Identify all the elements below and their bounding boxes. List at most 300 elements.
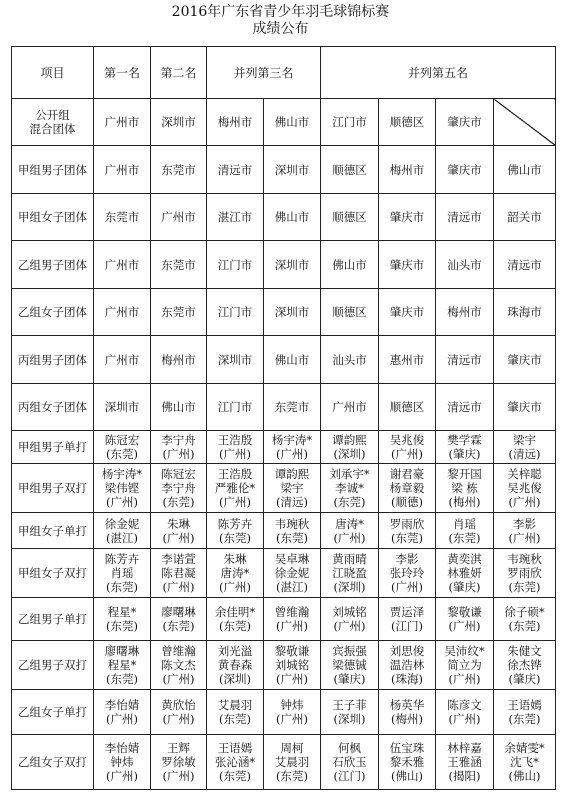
city-cell: 深圳市: [94, 383, 151, 430]
player-city: (广州): [162, 768, 195, 783]
player-name: 黎敬谦: [447, 605, 482, 620]
player-name: 王雅涵: [447, 754, 482, 769]
player-city: (东莞): [219, 768, 251, 783]
player-name: 朱健文: [507, 644, 542, 659]
player-cell: [94, 641, 151, 690]
player-cell: [151, 690, 207, 735]
city-cell: 梅州市: [379, 146, 436, 193]
player-cell: [379, 463, 436, 512]
player-cell: [151, 734, 207, 789]
category-label: 甲组男子团体: [18, 162, 87, 177]
player-name: 钟炜: [280, 697, 304, 712]
results-table: [11, 46, 556, 790]
player-name: 梁宇: [513, 433, 537, 448]
player-name: 徐杰铧: [507, 658, 542, 673]
player-city: (东莞): [448, 530, 481, 545]
city-cell: 佛山市: [494, 146, 556, 193]
player-name: 周柯: [280, 740, 304, 755]
page-title: 2016年广东省青少年羽毛球锦标赛: [171, 4, 390, 20]
player-name: 艾晨羽: [217, 697, 253, 712]
city-cell: 深圳市: [207, 336, 264, 383]
player-name: 艾晨羽: [274, 754, 310, 769]
player-city: (深圳): [333, 580, 366, 595]
player-cell: [494, 549, 556, 598]
player-cell: [94, 734, 151, 789]
player-name: 徐金妮: [274, 566, 310, 581]
player-cell: [436, 431, 494, 464]
category-label: 混合团体: [29, 122, 76, 137]
player-name: 李怡婧: [104, 740, 140, 755]
player-name: 黎禾雅: [389, 754, 425, 769]
player-name: 王语嫣: [507, 697, 542, 712]
player-cell: [321, 690, 379, 735]
individual-row: [12, 734, 556, 789]
category-cell: [12, 99, 94, 146]
city-cell: 顺德区: [379, 99, 436, 146]
city-cell: 佛山市: [264, 99, 321, 146]
team-row: [12, 193, 556, 240]
player-city: (东莞): [219, 619, 251, 634]
player-name: 肖瑶: [453, 516, 477, 531]
player-city: (广州): [162, 711, 195, 726]
player-cell: [321, 734, 379, 789]
city-cell: 佛山市: [321, 241, 379, 288]
player-city: (东莞): [106, 672, 138, 687]
player-name: 樊学霖: [447, 433, 482, 448]
team-row: [12, 336, 556, 383]
player-name: 王语嫣: [217, 740, 253, 755]
player-name: 陈芳卉: [104, 552, 140, 567]
player-name: 曾维瀚: [274, 605, 310, 620]
player-name: 杨章毅: [389, 480, 425, 495]
player-name: 梁 栋: [451, 480, 478, 495]
player-cell: [494, 512, 556, 549]
player-city: (广州): [448, 619, 481, 634]
player-city: (东莞): [508, 711, 541, 726]
player-cell: [379, 512, 436, 549]
player-cell: [207, 690, 264, 735]
player-city: (深圳): [333, 711, 366, 726]
player-city: (广州): [219, 494, 251, 509]
player-city: (肇庆): [448, 580, 481, 595]
player-cell: [94, 690, 151, 735]
player-city: (广州): [219, 447, 251, 462]
player-cell: [494, 690, 556, 735]
player-name: 梁宇: [280, 480, 304, 495]
player-name: 王子菲: [332, 697, 367, 712]
player-cell: [264, 463, 321, 512]
player-name: 张沁涵*: [214, 754, 256, 769]
player-city: (珠海): [391, 672, 423, 687]
player-cell: [436, 598, 494, 641]
player-name: 王浩殷: [217, 466, 253, 481]
player-name: 陈芳卉: [217, 516, 253, 531]
header-fifth: 并列第五名: [321, 47, 556, 99]
player-cell: [436, 463, 494, 512]
player-cell: [436, 734, 494, 789]
city-cell: 东莞市: [264, 383, 321, 430]
city-cell: 珠海市: [494, 288, 556, 335]
team-row: [12, 383, 556, 430]
player-city: (肇庆): [448, 447, 481, 462]
category-label: 丙组男子团体: [18, 352, 87, 367]
player-cell: [379, 690, 436, 735]
city-cell: 江门市: [321, 99, 379, 146]
player-name: 王浩殷: [217, 433, 253, 448]
city-cell: 广州市: [321, 383, 379, 430]
category-label: 乙组男子团体: [18, 257, 87, 272]
player-name: 刘承宇*: [329, 466, 370, 481]
player-name: 李怡婧: [104, 697, 140, 712]
player-cell: [264, 598, 321, 641]
player-name: 吴沛纹*: [444, 644, 485, 659]
player-name: 罗雨欣: [389, 516, 425, 531]
header-third: 并列第三名: [207, 47, 321, 99]
city-cell: 梅州市: [436, 288, 494, 335]
player-cell: [321, 463, 379, 512]
category-label: 公开组: [35, 108, 70, 123]
city-cell: 惠州市: [379, 336, 436, 383]
city-cell: 佛山市: [264, 336, 321, 383]
city-cell: 佛山市: [264, 193, 321, 240]
player-city: (东莞): [219, 530, 251, 545]
player-name: 韦琬秋: [507, 552, 542, 567]
player-city: (广州): [276, 672, 308, 687]
player-name: 钟炜: [110, 754, 134, 769]
player-name: 刘城铭: [274, 658, 310, 673]
player-name: 曾维瀚: [161, 644, 196, 659]
player-name: 关梓聪: [507, 466, 542, 481]
player-cell: [264, 641, 321, 690]
player-city: (江门): [333, 768, 366, 783]
player-name: 谭韵熙: [332, 433, 367, 448]
player-name: 王辉: [167, 740, 190, 755]
header-second: 第二名: [151, 47, 207, 99]
city-cell: 汕头市: [436, 241, 494, 288]
individual-row: [12, 598, 556, 641]
city-cell: 江门市: [207, 383, 264, 430]
city-cell: 东莞市: [151, 288, 207, 335]
category-cell: 乙组男子单打: [12, 598, 94, 641]
player-name: 余佳明*: [214, 605, 256, 620]
category-cell: 甲组女子单打: [12, 512, 94, 549]
player-city: (广州): [391, 580, 423, 595]
player-name: 谢君豪: [389, 466, 425, 481]
player-cell: [494, 598, 556, 641]
header-item: 项目: [12, 47, 94, 99]
category-cell: [12, 146, 94, 193]
player-name: 严雅伦*: [214, 480, 256, 495]
player-city: (广州): [162, 672, 195, 687]
player-city: (广州): [448, 711, 481, 726]
player-cell: [321, 549, 379, 598]
player-cell: [494, 463, 556, 512]
city-cell: 顺德区: [379, 383, 436, 430]
player-city: (东莞): [219, 711, 251, 726]
individual-row: [12, 512, 556, 549]
player-name: 陈君凝: [161, 566, 196, 581]
player-cell: [379, 641, 436, 690]
player-name: 吴兆俊: [507, 480, 542, 495]
player-cell: [207, 549, 264, 598]
player-cell: [494, 641, 556, 690]
player-name: 宾振强: [332, 644, 367, 659]
player-city: (梅州): [391, 711, 423, 726]
city-cell: 韶关市: [494, 193, 556, 240]
player-name: 刘城铭: [332, 605, 367, 620]
player-city: (广州): [106, 711, 138, 726]
player-name: 张玲玲: [389, 566, 425, 581]
player-city: (肇庆): [508, 672, 541, 687]
category-cell: [12, 383, 94, 430]
player-cell: [379, 549, 436, 598]
player-name: 肖瑶: [110, 566, 134, 581]
category-cell: 乙组男子双打: [12, 641, 94, 690]
player-name: 吴兆俊: [389, 433, 425, 448]
team-row: [12, 241, 556, 288]
individual-row: [12, 549, 556, 598]
individual-row: [12, 641, 556, 690]
city-cell: 深圳市: [264, 288, 321, 335]
player-name: 朱琳: [167, 516, 190, 531]
player-cell: [264, 734, 321, 789]
player-cell: [151, 598, 207, 641]
player-name: 伍宝珠: [389, 740, 425, 755]
player-name: 余婧雯*: [504, 740, 545, 755]
player-cell: [207, 734, 264, 789]
player-city: (广州): [106, 768, 138, 783]
player-cell: [264, 431, 321, 464]
city-cell: 清远市: [494, 241, 556, 288]
header-row: [12, 47, 556, 99]
category-cell: [12, 193, 94, 240]
category-cell: [12, 241, 94, 288]
city-cell: 肇庆市: [436, 99, 494, 146]
player-city: (广州): [391, 447, 423, 462]
category-cell: 甲组男子单打: [12, 431, 94, 464]
player-city: (广州): [219, 580, 251, 595]
player-name: 唐涛*: [335, 516, 364, 531]
player-city: (佛山): [391, 768, 423, 783]
player-cell: [151, 512, 207, 549]
city-cell: 梅州市: [151, 336, 207, 383]
player-cell: [321, 598, 379, 641]
player-name: 李影: [513, 516, 537, 531]
team-row: [12, 99, 556, 146]
player-cell: [94, 512, 151, 549]
player-city: (广州): [106, 494, 138, 509]
player-city: (东莞): [391, 530, 423, 545]
player-name: 温浩林: [389, 658, 425, 673]
player-name: 唐涛*: [220, 566, 250, 581]
player-city: (广州): [276, 447, 308, 462]
player-name: 梁德铖: [332, 658, 367, 673]
player-city: (广州): [276, 711, 308, 726]
city-cell: 汕头市: [321, 336, 379, 383]
team-row: [12, 146, 556, 193]
category-label: 丙组女子团体: [18, 400, 87, 415]
city-cell: 广州市: [94, 336, 151, 383]
player-name: 黄雨晴: [332, 552, 367, 567]
player-name: 陈冠宏: [104, 433, 140, 448]
player-name: 刘光溢: [217, 644, 253, 659]
player-cell: [207, 641, 264, 690]
player-name: 刘思俊: [389, 644, 425, 659]
player-name: 程星*: [107, 658, 137, 673]
player-name: 石欣玉: [332, 754, 367, 769]
category-cell: [12, 336, 94, 383]
player-cell: [207, 598, 264, 641]
player-city: (广州): [448, 672, 481, 687]
player-city: (广州): [508, 494, 541, 509]
player-name: 杨英华: [389, 697, 425, 712]
player-city: (东莞): [276, 530, 308, 545]
city-cell: 广州市: [94, 288, 151, 335]
player-cell: [436, 549, 494, 598]
player-name: 黎开国: [447, 466, 482, 481]
player-city: (深圳): [219, 672, 251, 687]
player-name: 谭韵熙: [274, 466, 310, 481]
player-name: 朱琳: [223, 552, 247, 567]
individual-row: [12, 690, 556, 735]
player-city: (广州): [162, 530, 195, 545]
city-cell: 广州市: [94, 99, 151, 146]
player-name: 沈飞*: [510, 754, 539, 769]
player-cell: [94, 549, 151, 598]
city-cell: 东莞市: [151, 146, 207, 193]
player-name: 梁伟铿: [104, 480, 140, 495]
player-name: 李诺萱: [161, 552, 196, 567]
city-cell: 梅州市: [207, 99, 264, 146]
city-cell: 清远市: [436, 383, 494, 430]
player-cell: [264, 690, 321, 735]
header-first: 第一名: [94, 47, 151, 99]
player-name: 黄欣怡: [161, 697, 196, 712]
city-cell: 肇庆市: [494, 336, 556, 383]
category-label: 甲组女子团体: [18, 210, 87, 225]
player-city: (东莞): [162, 494, 195, 509]
player-name: 黄奕淇: [447, 552, 482, 567]
city-cell: 肇庆市: [379, 288, 436, 335]
category-cell: 甲组女子双打: [12, 549, 94, 598]
city-cell: 肇庆市: [436, 146, 494, 193]
city-cell: 湛江市: [207, 193, 264, 240]
player-city: (顺德): [391, 494, 423, 509]
city-cell: 清远市: [436, 193, 494, 240]
player-name: 程星*: [107, 605, 137, 620]
player-cell: [94, 431, 151, 464]
player-name: 吴卓琳: [274, 552, 310, 567]
player-cell: [151, 431, 207, 464]
player-city: (佛山): [508, 768, 541, 783]
player-cell: [264, 549, 321, 598]
player-name: 黎敬谦: [274, 644, 310, 659]
player-name: 韦琬秋: [274, 516, 310, 531]
city-cell: 江门市: [207, 241, 264, 288]
player-name: 简立为: [447, 658, 482, 673]
player-city: (清远): [276, 494, 308, 509]
player-city: (深圳): [333, 447, 366, 462]
player-name: 贾运泽: [389, 605, 425, 620]
player-name: 杨宇涛*: [101, 466, 143, 481]
player-cell: [436, 690, 494, 735]
player-cell: [207, 431, 264, 464]
player-city: (广州): [162, 580, 195, 595]
player-cell: [379, 598, 436, 641]
player-cell: [207, 463, 264, 512]
player-name: 李宁舟: [161, 480, 196, 495]
city-cell: 广州市: [151, 193, 207, 240]
player-name: 陈冠宏: [161, 466, 196, 481]
player-name: 林梓嘉: [447, 740, 482, 755]
page-subtitle: 成绩公布: [252, 21, 309, 37]
player-cell: [494, 734, 556, 789]
player-name: 杨宇涛*: [271, 433, 313, 448]
category-cell: 乙组女子单打: [12, 690, 94, 735]
player-city: (肇庆): [333, 672, 366, 687]
player-city: (东莞): [106, 619, 138, 634]
city-cell: 顺德区: [321, 146, 379, 193]
player-name: 李诚*: [335, 480, 364, 495]
city-cell: 广州市: [94, 146, 151, 193]
player-cell: [151, 549, 207, 598]
player-name: 黄春森: [217, 658, 253, 673]
city-cell: 深圳市: [264, 146, 321, 193]
team-row: [12, 288, 556, 335]
player-name: 江晓盈: [332, 566, 367, 581]
city-cell: 东莞市: [151, 241, 207, 288]
player-city: (东莞): [106, 580, 138, 595]
player-city: (广州): [508, 530, 541, 545]
category-label: 乙组女子团体: [18, 305, 87, 320]
player-city: (东莞): [276, 768, 308, 783]
city-cell: 肇庆市: [379, 193, 436, 240]
city-cell: 肇庆市: [494, 383, 556, 430]
player-city: (湛江): [106, 530, 138, 545]
player-cell: [151, 641, 207, 690]
city-cell: 顺德区: [321, 193, 379, 240]
player-name: 罗徐敏: [161, 754, 196, 769]
city-cell: 广州市: [94, 241, 151, 288]
player-cell: [94, 463, 151, 512]
player-cell: [264, 512, 321, 549]
player-name: 李影: [395, 552, 419, 567]
player-cell: [94, 598, 151, 641]
player-cell: [436, 641, 494, 690]
city-cell: 东莞市: [94, 193, 151, 240]
player-cell: [321, 431, 379, 464]
city-cell: 深圳市: [264, 241, 321, 288]
category-cell: [12, 288, 94, 335]
player-city: (广州): [276, 619, 308, 634]
player-city: (东莞): [508, 619, 541, 634]
city-cell: 顺德区: [321, 288, 379, 335]
player-city: (广州): [333, 619, 366, 634]
individual-row: [12, 431, 556, 464]
city-cell: 清远市: [207, 146, 264, 193]
player-name: 林雅妍: [447, 566, 482, 581]
player-cell: [436, 512, 494, 549]
player-city: (梅州): [448, 494, 481, 509]
player-name: 徐子硕*: [504, 605, 545, 620]
player-cell: [321, 512, 379, 549]
player-cell: [321, 641, 379, 690]
individual-row: [12, 463, 556, 512]
player-city: (广州): [333, 530, 366, 545]
player-city: (清远): [508, 447, 541, 462]
player-name: 何枫: [338, 740, 362, 755]
player-name: 罗雨欣: [507, 566, 542, 581]
